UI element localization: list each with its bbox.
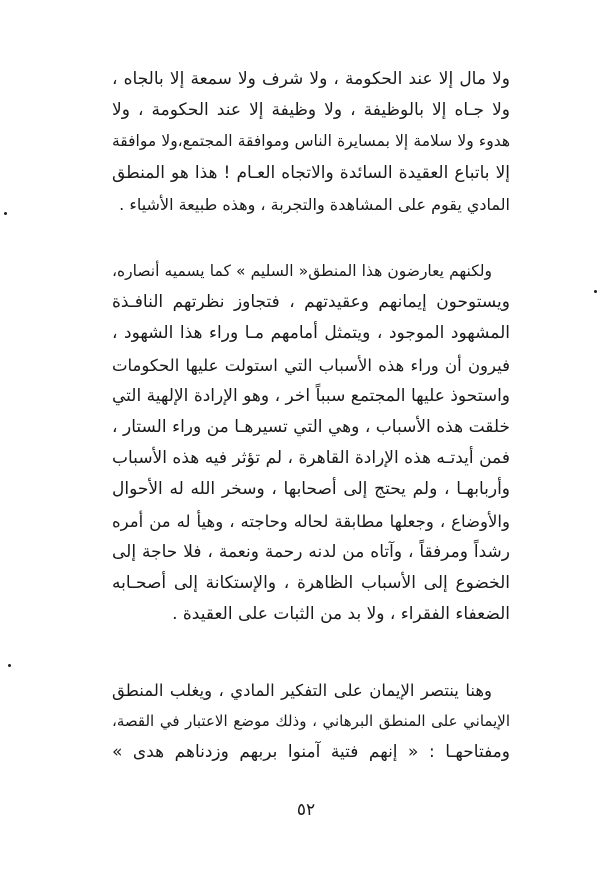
paragraph-line: رشداً ومرفقاً ، وآتاه من لدنه رحمة ونعمة ، فلا حاجة إلى xyxy=(112,541,510,562)
scan-speck xyxy=(594,290,597,293)
paragraph-line: ولكنهم يعارضون هذا المنطق« السليم » كما يسميه أنصاره، xyxy=(112,262,492,280)
paragraph-line: فمن أيدتـه هذه الإرادة القاهرة ، لم تؤثر فيه هذه الأسباب xyxy=(112,448,510,469)
scan-speck xyxy=(8,664,11,667)
paragraph-line: خلقت هذه الأسباب ، وهي التي تسيرهـا من وراء الستار ، xyxy=(112,416,510,437)
paragraph-line: الضعفاء الفقراء ، ولا بد من الثبات على العقيدة . xyxy=(172,604,510,625)
paragraph-line: ولا مال إلا عند الحكومة ، ولا شرف ولا سمعة إلا بالجاه ، xyxy=(112,69,510,89)
paragraph-line: والأوضاع ، وجعلها مطابقة لحاله وحاجته ، وهيأ له من أمره xyxy=(112,511,510,531)
paragraph-line: وأربابهـا ، ولم يحتج إلى أصحابها ، وسخر الله له الأحوال xyxy=(112,479,510,500)
paragraph-line: فيرون أن وراء هذه الأسباب التي استولت عليها الحكومات xyxy=(112,355,510,375)
page-number: ٥٢ xyxy=(296,800,316,820)
paragraph-line: ولا جـاه إلا بالوظيفة ، ولا وظيفة إلا عند الحكومة ، ولا xyxy=(112,100,510,121)
scan-speck xyxy=(4,212,7,215)
paragraph-3 xyxy=(112,675,510,769)
paragraph-line: المشهود الموجود ، ويتمثل أمامهم مـا وراء هذا الشهود ، xyxy=(112,323,510,344)
paragraph-line: ويستوحون إيمانهم وعقيدتهم ، فتجاوز نظرتهم النافـذة xyxy=(112,292,510,313)
paragraph-2 xyxy=(112,256,510,630)
paragraph-line: الخضوع إلى الأسباب الظاهرة ، والإستكانة إلى أصحـابه xyxy=(112,572,510,593)
paragraph-line: الإيماني على المنطق البرهاني ، وذلك موضع الاعتبار في القصة، xyxy=(112,712,510,731)
paragraph-line: ومفتاحهـا : « إنهم فتية آمنوا بربهم وزدناهم هدى » xyxy=(112,742,510,763)
paragraph-line: هدوء ولا سلامة إلا بمسايرة الناس وموافقة المجتمع،ولا موافقة xyxy=(112,132,510,151)
paragraph-line: وهنا ينتصر الإيمان على التفكير المادي ، ويغلب المنطق xyxy=(112,681,492,700)
paragraph-1 xyxy=(112,64,510,220)
paragraph-line: إلا باتباع العقيدة السائدة والاتجاه العـام ! هذا هو المنطق xyxy=(112,162,510,183)
paragraph-line: واستحوذ عليها المجتمع سبباً اخر ، وهو الإرادة الإلهية التي xyxy=(112,385,510,406)
paragraph-line: المادي يقوم على المشاهدة والتجربة ، وهذه طبيعة الأشياء . xyxy=(119,194,510,214)
